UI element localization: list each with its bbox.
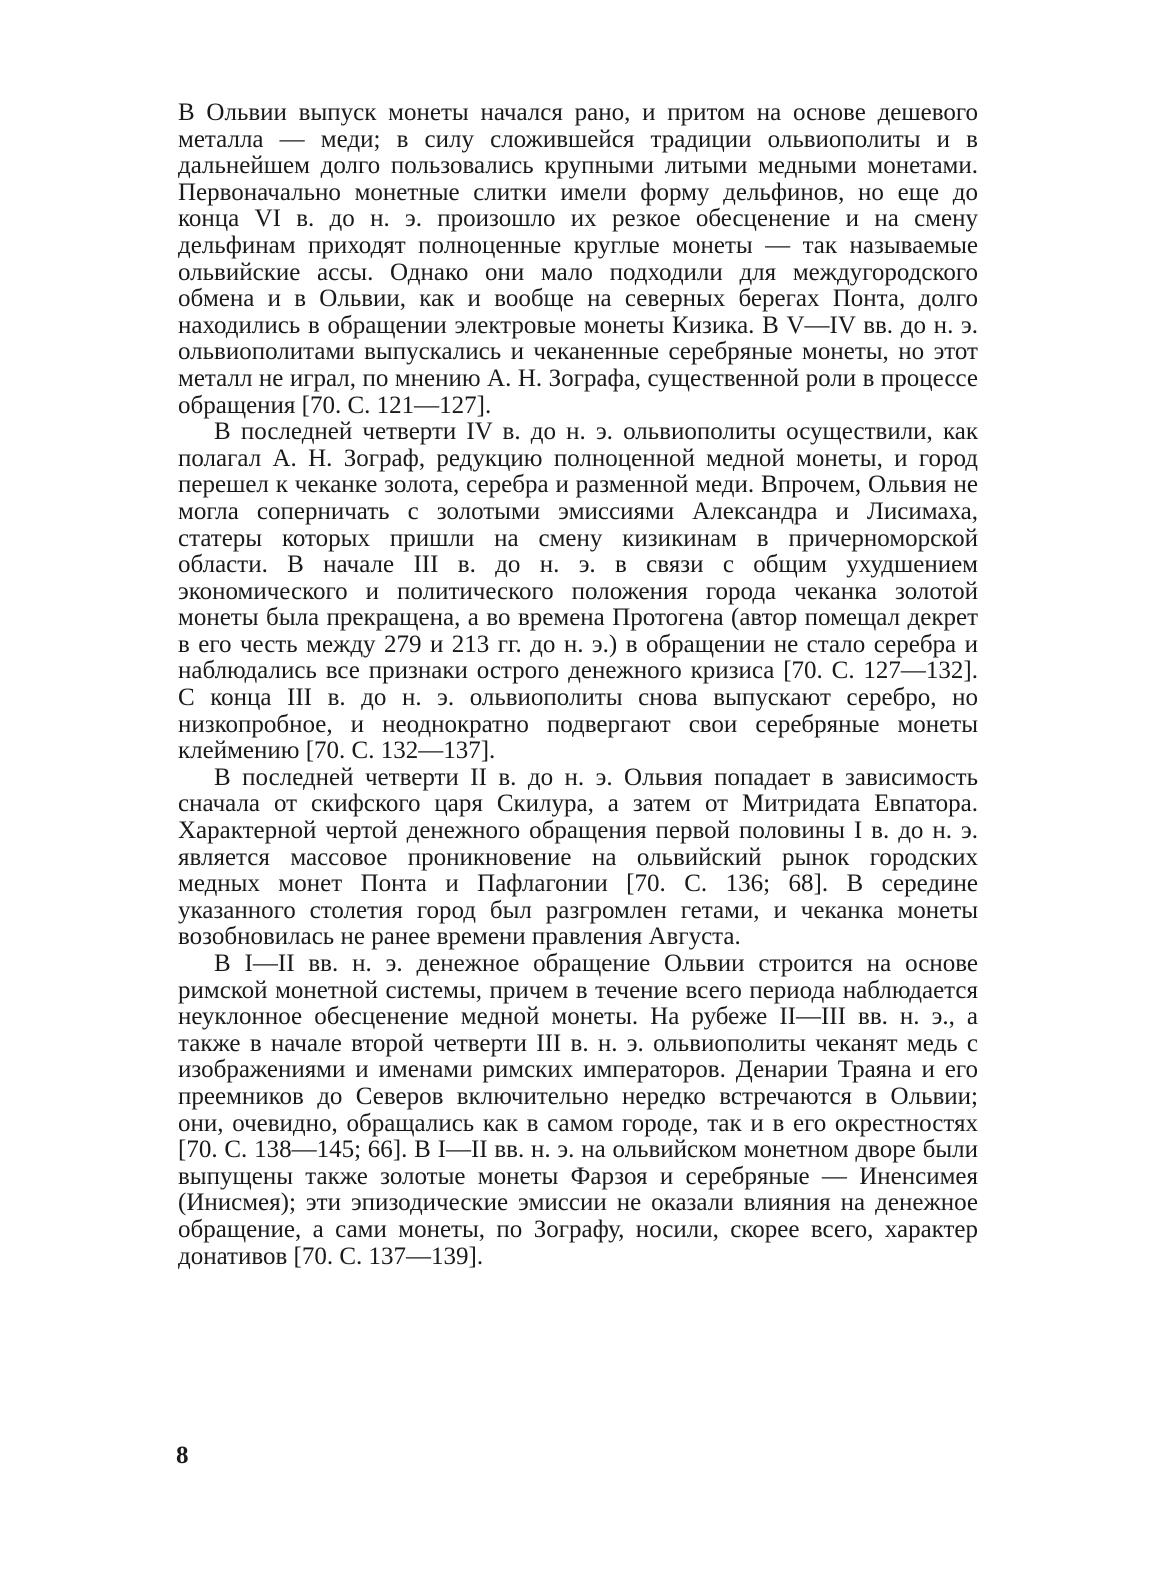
paragraph-late-4th-century: В последней четверти IV в. до н. э. ольвиополиты осуществили, как полагал А. Н. Зограф, редукцию полноценной медной монеты, и город перешел к чеканке золота, серебра и разменной меди. Впрочем, Ольвия не могла соперничать с золотыми эмиссиями Александра и Лисимаха, статеры которых пришли на смену кизикинам в причерноморской области. В начале III в. до н. э. в связи с общим ухудшением экономического и политического положения города чеканка золотой монеты была прекращена, а во времена Протогена (автор помещал декрет в его честь между 279 и 213 гг. до н. э.) в обращении не стало серебра и наблюдались все признаки острого денежного кризиса [70. С. 127—132]. С конца III в. до н. э. ольвиополиты снова выпускают серебро, но низкопробное, и неоднократно подвергают свои серебряные монеты клеймению [70. С. 132—137].: [178, 418, 978, 765]
paragraph-roman-period: В I—II вв. н. э. денежное обращение Ольвии строится на основе римской монетной системы, причем в течение всего периода наблюдается неуклонное обесценение медной монеты. На рубеже II—III вв. н. э., а также в начале второй четверти III в. н. э. ольвиополиты чеканят медь с изображениями и именами римских императоров. Денарии Траяна и его преемников до Северов включительно нередко встречаются в Ольвии; они, очевидно, обращались как в самом городе, так и в его окрестностях [70. С. 138—145; 66]. В I—II вв. н. э. на ольвийском монетном дворе были выпущены также золотые монеты Фарзоя и серебряные — Иненсимея (Инисмея); эти эпизодические эмиссии не оказали влияния на денежное обращение, а сами монеты, по Зографу, носили, скорее всего, характер донативов [70. С. 137—139].: [178, 950, 978, 1270]
paragraph-olbia-early-coinage: В Ольвии выпуск монеты начался рано, и притом на основе дешевого металла — меди; в силу сложившейся традиции ольвиополиты и в дальнейшем долго пользовались крупными литыми медными монетами. Первоначально монетные слитки имели форму дельфинов, но еще до конца VI в. до н. э. произошло их резкое обесценение и на смену дельфинам приходят полноценные круглые монеты — так называемые ольвийские ассы. Однако они мало подходили для междугородского обмена и в Ольвии, как и вообще на северных берегах Понта, долго находились в обращении электровые монеты Кизика. В V—IV вв. до н. э. ольвиополитами выпускались и чеканенные серебряные монеты, но этот металл не играл, по мнению А. Н. Зографа, существенной роли в процессе обращения [70. С. 121—127].: [178, 99, 978, 419]
page-number: 8: [176, 1442, 189, 1469]
paragraph-late-2nd-century: В последней четверти II в. до н. э. Ольвия попадает в зависимость сначала от скифского царя Скилура, а затем от Митридата Евпатора. Характерной чертой денежного обращения первой половины I в. до н. э. является массовое проникновение на ольвийский рынок городских медных монет Понта и Пафлагонии [70. С. 136; 68]. В середине указанного столетия город был разгромлен гетами, и чеканка монеты возобновилась не ранее времени правления Августа.: [178, 763, 978, 951]
page-body: [178, 100, 978, 1270]
